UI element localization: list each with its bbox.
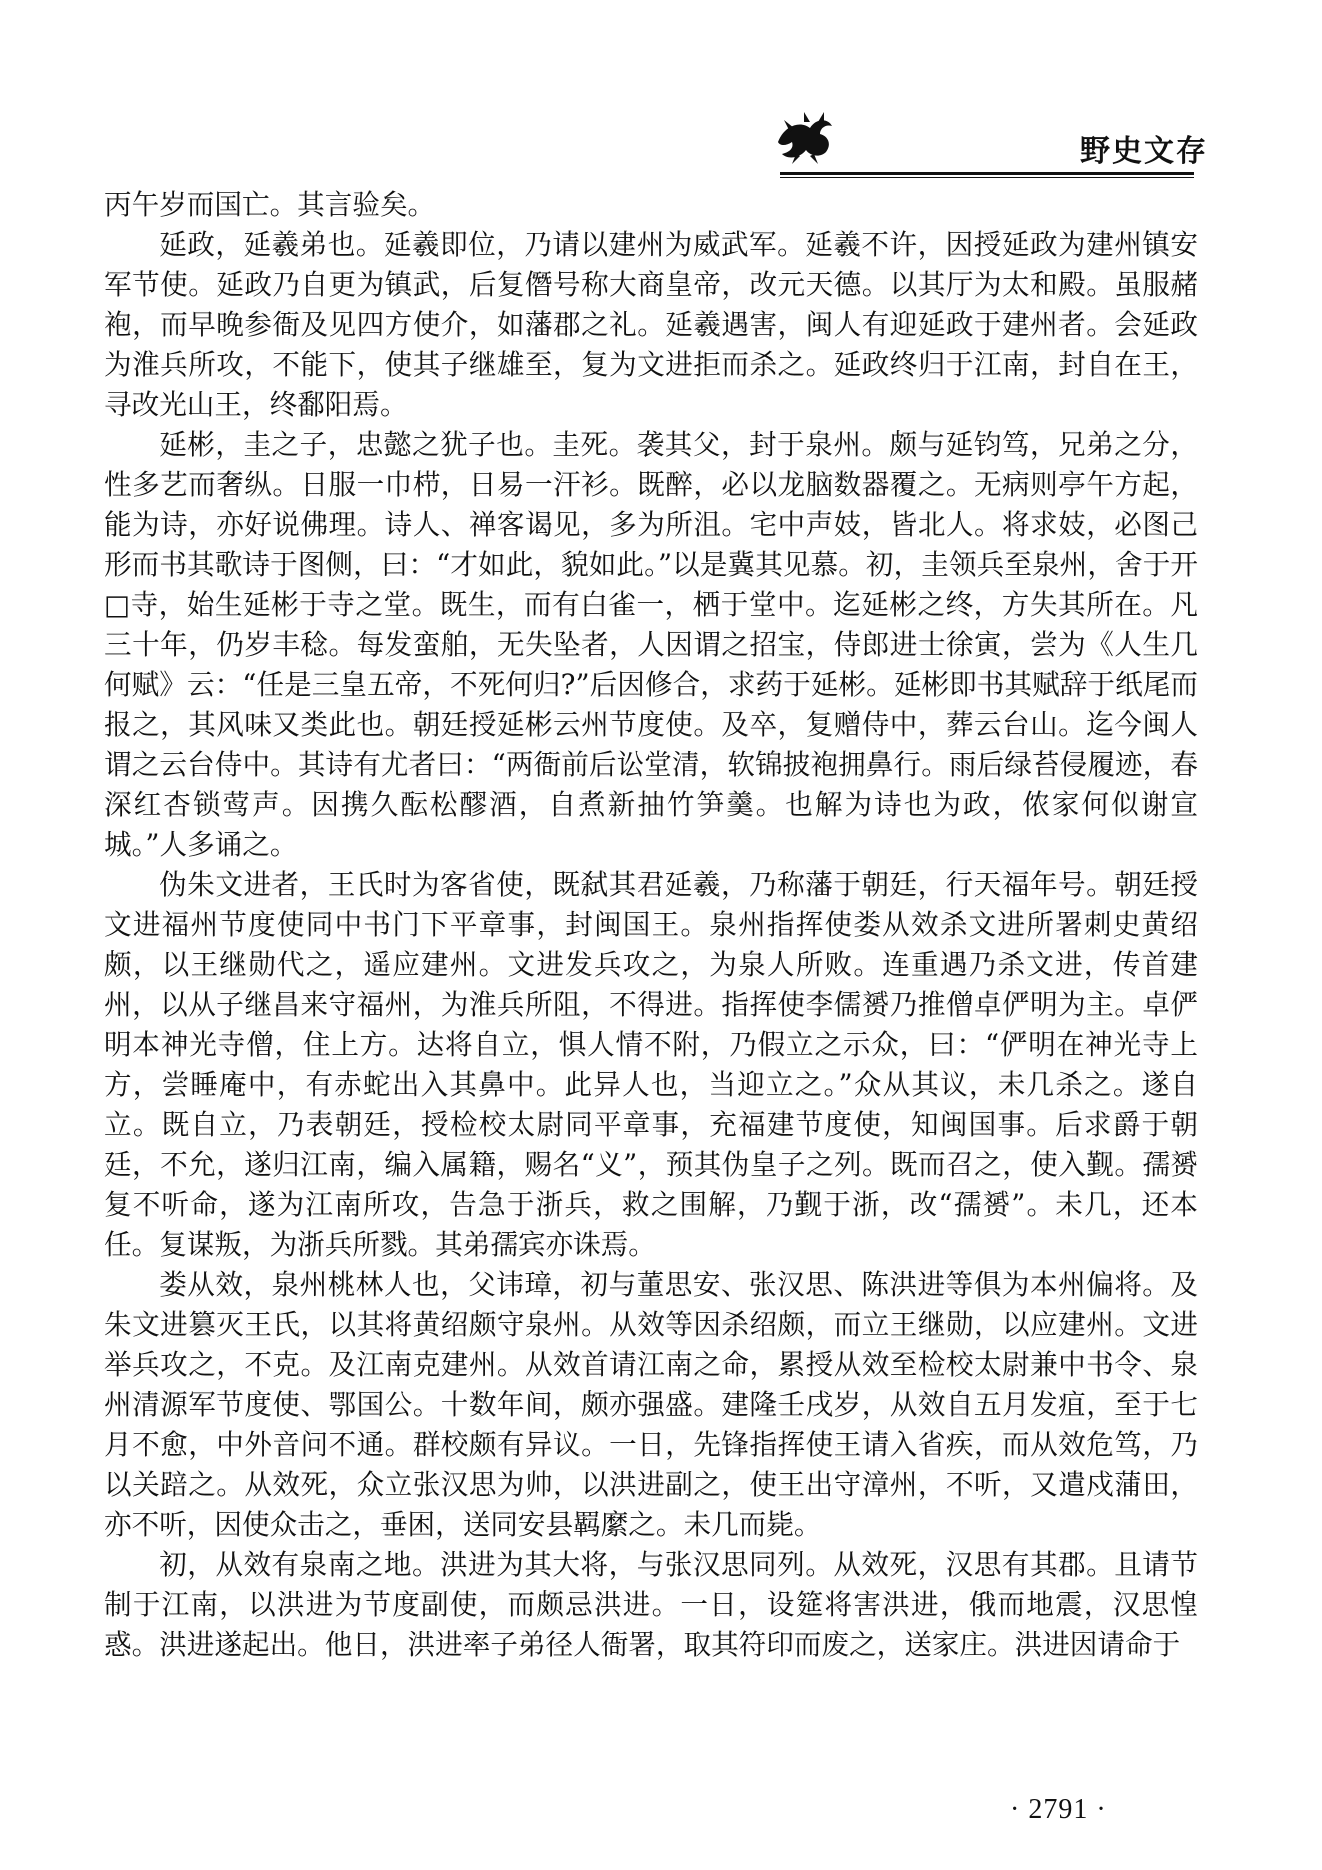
book-title: 野史文存 <box>1080 134 1208 169</box>
page-body <box>104 185 1198 1665</box>
page-number: · 2791 · <box>1010 1794 1107 1825</box>
paragraph: 丙午岁而国亡。其言验矣。 <box>104 188 436 221</box>
header-rule-thin <box>780 177 1194 178</box>
running-header <box>0 0 1322 180</box>
paragraph: 初，从效有泉南之地。洪进为其大将，与张汉思同列。从效死，汉思有其郡。且请节制于江南，以洪进为节度副使，而颇忌洪进。一日，设筵将害洪进，俄而地震，汉思惶惑。洪进遂起出。他日，洪进率子弟径人衙署，取其符印而废之，送家庄。洪进因请命于 <box>104 1548 1198 1661</box>
header-rule <box>780 172 1194 175</box>
paragraph: 娄从效，泉州桃林人也，父讳璋，初与董思安、张汉思、陈洪进等俱为本州偏将。及朱文进篡灭王氏，以其将黄绍颇守泉州。从效等因杀绍颇，而立王继勋，以应建州。文进举兵攻之，不克。及江南克建州。从效首请江南之命，累授从效至检校太尉兼中书令、泉州清源军节度使、鄂国公。十数年间，颇亦强盛。建隆壬戌岁，从效自五月发疽，至于七月不愈，中外音问不通。群校颇有异议。一日，先锋指挥使王请入省疾，而从效危笃，乃以关踣之。从效死，众立张汉思为帅，以洪进副之，使王出守漳州，不听，又遣戍蒲田，亦不听，因使众击之，垂困，送同安县羁縻之。未几而毙。 <box>104 1268 1198 1541</box>
paragraph: 伪朱文进者，王氏时为客省使，既弑其君延羲，乃称藩于朝廷，行天福年号。朝廷授文进福州节度使同中书门下平章事，封闽国王。泉州指挥使娄从效杀文进所署刺史黄绍颇，以王继勋代之，遥应建州。文进发兵攻之，为泉人所败。连重遇乃杀文进，传首建州，以从子继昌来守福州，为淮兵所阻，不得进。指挥使李儒赟乃推僧卓俨明为主。卓俨明本神光寺僧，住上方。达将自立，惧人情不附，乃假立之示众，曰：“俨明在神光寺上方，尝睡庵中，有赤蛇出入其鼻中。此异人也，当迎立之。”众从其议，未几杀之。遂自立。既自立，乃表朝廷，授检校太尉同平章事，充福建节度使，知闽国事。后求爵于朝廷，不允，遂归江南，编入属籍，赐名“义”，预其伪皇子之列。既而召之，使入觐。孺赟复不听命，遂为江南所攻，告急于浙兵，救之围解，乃觐于浙，改“孺赟”。未几，还本任。复谋叛，为浙兵所戮。其弟孺宾亦诛焉。 <box>104 868 1198 1261</box>
paragraph: 延政，延羲弟也。延羲即位，乃请以建州为威武军。延羲不许，因授延政为建州镇安军节使。延政乃自更为镇武，后复僭号称大商皇帝，改元天德。以其厅为太和殿。虽服赭袍，而早晚参衙及见四方使介，如藩郡之礼。延羲遇害，闽人有迎延政于建州者。会延政为淮兵所攻，不能下，使其子继雄至，复为文进拒而杀之。延政终归于江南，封自在王，寻改光山王，终鄱阳焉。 <box>104 228 1198 421</box>
paragraph: 延彬，圭之子，忠懿之犹子也。圭死。袭其父，封于泉州。颇与延钧笃，兄弟之分，性多艺而奢纵。日服一巾栉，日易一汗衫。既醉，必以龙脑数器覆之。无病则亭午方起，能为诗，亦好说佛理。诗人、禅客谒见，多为所沮。宅中声妓，皆北人。将求妓，必图己形而书其歌诗于图侧，曰：“才如此，貌如此。”以是冀其见慕。初，圭领兵至泉州，舍于开□寺，始生延彬于寺之堂。既生，而有白雀一，栖于堂中。迄延彬之终，方失其所在。凡三十年，仍岁丰稔。每发蛮舶，无失坠者，人因谓之招宝，侍郎进士徐寅，尝为《人生几何赋》云：“任是三皇五帝，不死何归?”后因修合，求药于延彬。延彬即书其赋辞于纸尾而报之，其风味又类此也。朝廷授延彬云州节度使。及卒，复赠侍中，葬云台山。迄今闽人谓之云台侍中。其诗有尤者曰：“两衙前后讼堂清，软锦披袍拥鼻行。雨后绿苔侵履迹，春深红杏锁莺声。因携久酝松醪酒，自煮新抽竹笋羹。也解为诗也为政，侬家何似谢宣城。”人多诵之。 <box>104 428 1198 861</box>
dragon-emblem-icon <box>770 108 840 168</box>
